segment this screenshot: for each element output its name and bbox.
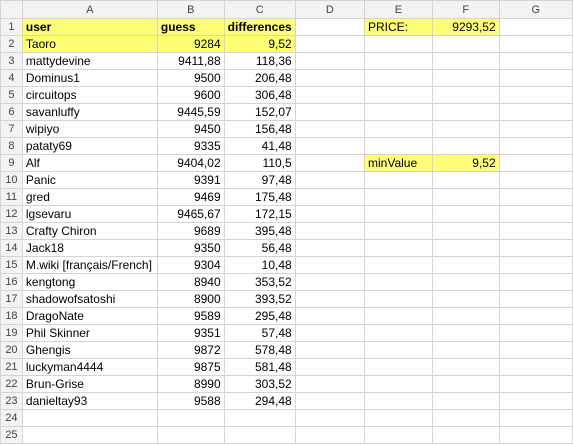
cell-d[interactable] — [295, 274, 364, 291]
sheet-row — [1, 121, 573, 138]
row-header[interactable]: 12 — [1, 206, 23, 223]
cell-g[interactable] — [499, 274, 572, 291]
cell-b-guess[interactable]: 9391 — [157, 172, 224, 189]
row-header[interactable]: 10 — [1, 172, 23, 189]
cell-c-difference[interactable]: 118,36 — [224, 53, 295, 70]
cell-d[interactable] — [295, 121, 364, 138]
cell-d[interactable] — [295, 53, 364, 70]
cell-d[interactable] — [295, 410, 364, 427]
column-header-b[interactable]: B — [157, 1, 224, 19]
cell-a-user[interactable]: savanluffy — [22, 104, 157, 121]
cell-f[interactable] — [432, 427, 499, 444]
cell-g[interactable] — [499, 189, 572, 206]
cell-a-user[interactable]: Brun-Grise — [22, 376, 157, 393]
cell-c-difference[interactable]: 41,48 — [224, 138, 295, 155]
cell-c-difference[interactable]: 97,48 — [224, 172, 295, 189]
cell-b-guess[interactable]: 9335 — [157, 138, 224, 155]
cell-a-user[interactable]: danieltay93 — [22, 393, 157, 410]
cell-g[interactable] — [499, 427, 572, 444]
cell-a[interactable] — [22, 427, 157, 444]
sheet-row — [1, 19, 573, 36]
cell-d[interactable] — [295, 325, 364, 342]
row-header[interactable]: 18 — [1, 308, 23, 325]
sheet-row — [1, 308, 573, 325]
cell-c-difference[interactable]: 295,48 — [224, 308, 295, 325]
row-header[interactable]: 2 — [1, 36, 23, 53]
cell-e[interactable] — [365, 359, 433, 376]
sheet-row — [1, 274, 573, 291]
cell-c-difference[interactable]: 9,52 — [224, 36, 295, 53]
cell-d[interactable] — [295, 138, 364, 155]
cell-f[interactable] — [432, 257, 499, 274]
cell-a-user[interactable]: lgsevaru — [22, 206, 157, 223]
cell-d[interactable] — [295, 427, 364, 444]
cell-a-user[interactable]: Alf — [22, 155, 157, 172]
cell-g[interactable] — [499, 410, 572, 427]
cell-e[interactable] — [365, 410, 433, 427]
cell-b-guess[interactable]: 9689 — [157, 223, 224, 240]
cell-c-difference[interactable]: 294,48 — [224, 393, 295, 410]
row-header[interactable]: 7 — [1, 121, 23, 138]
sheet-row — [1, 155, 573, 172]
sheet-row — [1, 104, 573, 121]
cell-e[interactable] — [365, 291, 433, 308]
cell-c-difference[interactable]: 306,48 — [224, 87, 295, 104]
row-header[interactable]: 14 — [1, 240, 23, 257]
row-header[interactable]: 9 — [1, 155, 23, 172]
cell-e[interactable] — [365, 36, 433, 53]
cell-f[interactable] — [432, 410, 499, 427]
cell-a-user[interactable]: circuitops — [22, 87, 157, 104]
row-header[interactable]: 13 — [1, 223, 23, 240]
row-header[interactable]: 3 — [1, 53, 23, 70]
cell-a-user[interactable]: Phil Skinner — [22, 325, 157, 342]
cell-c-difference[interactable]: 175,48 — [224, 189, 295, 206]
cell-d[interactable] — [295, 155, 364, 172]
cell-f[interactable] — [432, 359, 499, 376]
cell-g[interactable] — [499, 257, 572, 274]
cell-c-difference[interactable]: 152,07 — [224, 104, 295, 121]
cell-g[interactable] — [499, 376, 572, 393]
cell-f-minvalue-value[interactable]: 9,52 — [432, 155, 499, 172]
row-header[interactable]: 4 — [1, 70, 23, 87]
cell-c-header-differences[interactable]: differences — [224, 19, 295, 36]
sheet-row — [1, 206, 573, 223]
row-header[interactable]: 19 — [1, 325, 23, 342]
cell-a-user[interactable]: Taoro — [22, 36, 157, 53]
cell-b-guess[interactable]: 9600 — [157, 87, 224, 104]
cell-d[interactable] — [295, 393, 364, 410]
cell-e[interactable] — [365, 138, 433, 155]
cell-f[interactable] — [432, 325, 499, 342]
cell-g[interactable] — [499, 240, 572, 257]
cell-a-user[interactable]: Ghengis — [22, 342, 157, 359]
cell-a-user[interactable]: DragoNate — [22, 308, 157, 325]
cell-f[interactable] — [432, 393, 499, 410]
cell-f[interactable] — [432, 70, 499, 87]
cell-b-guess[interactable]: 9875 — [157, 359, 224, 376]
cell-a[interactable] — [22, 410, 157, 427]
row-header[interactable]: 23 — [1, 393, 23, 410]
cell-f[interactable] — [432, 172, 499, 189]
cell-d[interactable] — [295, 172, 364, 189]
cell-e[interactable] — [365, 121, 433, 138]
cell-a-user[interactable]: Panic — [22, 172, 157, 189]
cell-d[interactable] — [295, 376, 364, 393]
cell-e[interactable] — [365, 325, 433, 342]
cell-f[interactable] — [432, 53, 499, 70]
cell-b-guess[interactable]: 9404,02 — [157, 155, 224, 172]
column-header-g[interactable]: G — [499, 1, 572, 19]
cell-c-difference[interactable]: 110,5 — [224, 155, 295, 172]
cell-c[interactable] — [224, 427, 295, 444]
sheet-row — [1, 342, 573, 359]
cell-f[interactable] — [432, 376, 499, 393]
cell-g[interactable] — [499, 342, 572, 359]
cell-g[interactable] — [499, 291, 572, 308]
cell-g[interactable] — [499, 393, 572, 410]
column-header-f[interactable]: F — [432, 1, 499, 19]
column-header-row — [1, 1, 573, 19]
cell-e[interactable] — [365, 223, 433, 240]
cell-f[interactable] — [432, 308, 499, 325]
cell-g[interactable] — [499, 104, 572, 121]
cell-e[interactable] — [365, 240, 433, 257]
cell-f[interactable] — [432, 342, 499, 359]
cell-a-user[interactable]: gred — [22, 189, 157, 206]
cell-g[interactable] — [499, 155, 572, 172]
cell-c-difference[interactable]: 172,15 — [224, 206, 295, 223]
cell-c[interactable] — [224, 410, 295, 427]
row-header[interactable]: 21 — [1, 359, 23, 376]
row-header[interactable]: 17 — [1, 291, 23, 308]
cell-e[interactable] — [365, 308, 433, 325]
row-header[interactable]: 16 — [1, 274, 23, 291]
sheet-row — [1, 189, 573, 206]
cell-c-difference[interactable]: 206,48 — [224, 70, 295, 87]
cell-g[interactable] — [499, 36, 572, 53]
cell-b-guess[interactable]: 9450 — [157, 121, 224, 138]
cell-e[interactable] — [365, 274, 433, 291]
cell-g[interactable] — [499, 206, 572, 223]
cell-e[interactable] — [365, 87, 433, 104]
cell-b[interactable] — [157, 427, 224, 444]
sheet-row — [1, 257, 573, 274]
cell-b-guess[interactable]: 9589 — [157, 308, 224, 325]
cell-g[interactable] — [499, 138, 572, 155]
cell-g[interactable] — [499, 70, 572, 87]
cell-f[interactable] — [432, 36, 499, 53]
row-header[interactable]: 1 — [1, 19, 23, 36]
sheet-row — [1, 223, 573, 240]
cell-b-guess[interactable]: 9872 — [157, 342, 224, 359]
cell-e[interactable] — [365, 342, 433, 359]
sheet-row — [1, 376, 573, 393]
cell-e[interactable] — [365, 104, 433, 121]
cell-f[interactable] — [432, 274, 499, 291]
row-header[interactable]: 6 — [1, 104, 23, 121]
cell-e-price-label[interactable]: PRICE: — [365, 19, 433, 36]
sheet-row — [1, 427, 573, 444]
cell-c-difference[interactable]: 156,48 — [224, 121, 295, 138]
cell-e[interactable] — [365, 393, 433, 410]
cell-c-difference[interactable]: 10,48 — [224, 257, 295, 274]
row-header[interactable]: 22 — [1, 376, 23, 393]
cell-a-user[interactable]: pataty69 — [22, 138, 157, 155]
cell-c-difference[interactable]: 353,52 — [224, 274, 295, 291]
sheet-row — [1, 70, 573, 87]
sheet-row — [1, 325, 573, 342]
cell-d[interactable] — [295, 19, 364, 36]
cell-a-header-user[interactable]: user — [22, 19, 157, 36]
cell-g[interactable] — [499, 87, 572, 104]
cell-a-user[interactable]: Jack18 — [22, 240, 157, 257]
cell-f[interactable] — [432, 87, 499, 104]
row-header[interactable]: 25 — [1, 427, 23, 444]
sheet-row — [1, 291, 573, 308]
cell-c-difference[interactable]: 57,48 — [224, 325, 295, 342]
cell-g[interactable] — [499, 308, 572, 325]
cell-e[interactable] — [365, 206, 433, 223]
cell-e[interactable] — [365, 172, 433, 189]
cell-b-header-guess[interactable]: guess — [157, 19, 224, 36]
cell-a-user[interactable]: kengtong — [22, 274, 157, 291]
cell-b-guess[interactable]: 9351 — [157, 325, 224, 342]
cell-d[interactable] — [295, 104, 364, 121]
cell-d[interactable] — [295, 257, 364, 274]
sheet-row — [1, 359, 573, 376]
cell-g[interactable] — [499, 172, 572, 189]
cell-g[interactable] — [499, 19, 572, 36]
cell-f[interactable] — [432, 240, 499, 257]
row-header[interactable]: 24 — [1, 410, 23, 427]
row-header[interactable]: 8 — [1, 138, 23, 155]
cell-e[interactable] — [365, 427, 433, 444]
cell-d[interactable] — [295, 308, 364, 325]
cell-c-difference[interactable]: 393,52 — [224, 291, 295, 308]
cell-b-guess[interactable]: 9445,59 — [157, 104, 224, 121]
cell-e[interactable] — [365, 53, 433, 70]
cell-b-guess[interactable]: 9465,67 — [157, 206, 224, 223]
cell-g[interactable] — [499, 53, 572, 70]
sheet-row — [1, 53, 573, 70]
cell-e[interactable] — [365, 376, 433, 393]
sheet-row — [1, 138, 573, 155]
cell-f[interactable] — [432, 138, 499, 155]
cell-b-guess[interactable]: 9500 — [157, 70, 224, 87]
cell-f[interactable] — [432, 121, 499, 138]
cell-a-user[interactable]: luckyman4444 — [22, 359, 157, 376]
cell-d[interactable] — [295, 70, 364, 87]
row-header[interactable]: 5 — [1, 87, 23, 104]
cell-d[interactable] — [295, 87, 364, 104]
cell-d[interactable] — [295, 240, 364, 257]
cell-g[interactable] — [499, 121, 572, 138]
cell-c-difference[interactable]: 56,48 — [224, 240, 295, 257]
cell-b-guess[interactable]: 8940 — [157, 274, 224, 291]
cell-f[interactable] — [432, 206, 499, 223]
cell-b-guess[interactable]: 9469 — [157, 189, 224, 206]
cell-g[interactable] — [499, 359, 572, 376]
cell-g[interactable] — [499, 325, 572, 342]
cell-b-guess[interactable]: 9304 — [157, 257, 224, 274]
cell-d[interactable] — [295, 359, 364, 376]
cell-a-user[interactable]: wipiyo — [22, 121, 157, 138]
sheet-row — [1, 240, 573, 257]
cell-d[interactable] — [295, 223, 364, 240]
cell-f[interactable] — [432, 223, 499, 240]
column-header-d[interactable]: D — [295, 1, 364, 19]
cell-c-difference[interactable]: 581,48 — [224, 359, 295, 376]
cell-d[interactable] — [295, 36, 364, 53]
row-header[interactable]: 11 — [1, 189, 23, 206]
cell-f[interactable] — [432, 291, 499, 308]
cell-g[interactable] — [499, 223, 572, 240]
cell-d[interactable] — [295, 206, 364, 223]
cell-c-difference[interactable]: 395,48 — [224, 223, 295, 240]
column-header-e[interactable]: E — [365, 1, 433, 19]
cell-a-user[interactable]: shadowofsatoshi — [22, 291, 157, 308]
cell-e-minvalue-label[interactable]: minValue — [365, 155, 433, 172]
sheet-row — [1, 36, 573, 53]
cell-a-user[interactable]: mattydevine — [22, 53, 157, 70]
cell-b-guess[interactable]: 9350 — [157, 240, 224, 257]
sheet-row — [1, 172, 573, 189]
cell-f[interactable] — [432, 104, 499, 121]
sheet-row — [1, 393, 573, 410]
column-header-c[interactable]: C — [224, 1, 295, 19]
cell-d[interactable] — [295, 291, 364, 308]
row-header[interactable]: 20 — [1, 342, 23, 359]
cell-a-user[interactable]: Crafty Chiron — [22, 223, 157, 240]
cell-a-user[interactable]: Dominus1 — [22, 70, 157, 87]
corner-select-all[interactable] — [1, 1, 23, 19]
cell-e[interactable] — [365, 70, 433, 87]
column-header-a[interactable]: A — [22, 1, 157, 19]
cell-b-guess[interactable]: 8900 — [157, 291, 224, 308]
cell-b[interactable] — [157, 410, 224, 427]
sheet-row — [1, 87, 573, 104]
cell-e[interactable] — [365, 257, 433, 274]
cell-b-guess[interactable]: 8990 — [157, 376, 224, 393]
cell-d[interactable] — [295, 342, 364, 359]
cell-b-guess[interactable]: 9284 — [157, 36, 224, 53]
cell-a-user[interactable]: M.wiki [français/French] — [22, 257, 157, 274]
cell-d[interactable] — [295, 189, 364, 206]
cell-b-guess[interactable]: 9588 — [157, 393, 224, 410]
cell-f[interactable] — [432, 189, 499, 206]
cell-c-difference[interactable]: 303,52 — [224, 376, 295, 393]
cell-e[interactable] — [365, 189, 433, 206]
row-header[interactable]: 15 — [1, 257, 23, 274]
cell-f-price-value[interactable]: 9293,52 — [432, 19, 499, 36]
sheet-row — [1, 410, 573, 427]
cell-c-difference[interactable]: 578,48 — [224, 342, 295, 359]
cell-b-guess[interactable]: 9411,88 — [157, 53, 224, 70]
